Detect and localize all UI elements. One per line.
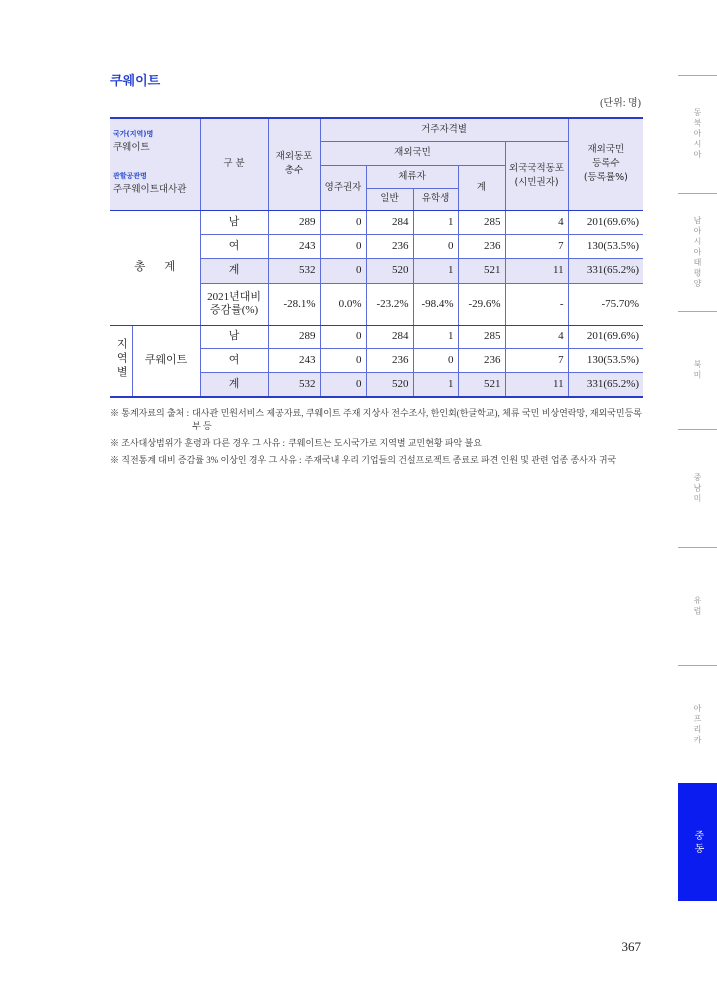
header-category: 구 분 [200,118,268,210]
header-foreign-citizens-line: 외국국적동포 [509,162,565,174]
cell-registered: 201(69.6%) [568,325,643,348]
total-group-cell [110,210,200,325]
cell-permanent-resident: 0 [320,210,366,234]
cell-permanent-resident: 0 [320,258,366,283]
row-label: 여 [200,234,268,258]
tab-label: 북미 [693,360,702,381]
header-permanent-resident: 영주권자 [320,165,366,210]
header-student: 유학생 [413,188,458,210]
cell-sojourner-student: 1 [413,372,458,397]
cell-foreign-citizens: - [505,283,568,325]
footnote-text: 주재국내 우리 기업들의 건설프로젝트 종료로 파견 인원 및 관련 업종 종사자 귀국 [304,454,617,465]
cell-nationals-subtotal: 521 [458,372,505,397]
tab-label: 중동 [692,829,703,856]
table-row-region-male [110,325,643,348]
cell-nationals-subtotal: 285 [458,210,505,234]
header-registered-line: 등록수 [592,158,620,170]
cell-nationals-subtotal: 236 [458,234,505,258]
page-title: 쿠웨이트 [110,74,161,89]
cell-sojourner-student: 0 [413,234,458,258]
cell-sojourner-general: 284 [366,325,413,348]
footnote-prefix: ※ 통계자료의 출처 : [110,408,190,418]
cell-foreign-citizens: 7 [505,234,568,258]
cell-overseas-total: -28.1% [268,283,320,325]
cell-nationals-subtotal: 521 [458,258,505,283]
cell-foreign-citizens: 4 [505,325,568,348]
cell-sojourner-student: 1 [413,258,458,283]
tab-south-asia-pacific [678,193,717,311]
region-group-label: 지역별 [115,337,128,380]
cell-overseas-total: 243 [268,348,320,372]
tab-label: 남아시아태평양 [693,215,702,290]
footnote-text: 대사관 민원서비스 제공자료, 쿠웨이트 주재 지상사 전수조사, 한인회(한글학교), 체류 국민 비상연락망, 재외국민등록부 등 [192,408,642,431]
tab-label: 동북아시아 [693,108,702,161]
tab-middle-east [678,783,717,901]
region-name: 쿠웨이트 [132,325,200,397]
header-overseas-total-line: 총수 [284,165,304,177]
footnote [110,437,642,450]
header-registered-line: 재외국민 [587,144,625,156]
header-overseas-total-line: 재외동포 [275,151,313,163]
cell-permanent-resident: 0 [320,348,366,372]
cell-overseas-total: 532 [268,372,320,397]
tab-latin-america [678,429,717,547]
page-number: 367 [621,939,641,954]
footnote [110,454,642,467]
tab-northeast-asia [678,75,717,193]
cell-sojourner-general: 284 [366,210,413,234]
cell-sojourner-general: -23.2% [366,283,413,325]
tab-europe [678,547,717,665]
row-label: 여 [200,348,268,372]
cell-registered: 331(65.2%) [568,372,643,397]
cell-registered: 331(65.2%) [568,258,643,283]
overseas-koreans-table [110,117,643,398]
footnote [110,407,642,432]
cell-permanent-resident: 0 [320,372,366,397]
mission-label: 관할공관명 [113,172,147,180]
cell-registered: 201(69.6%) [568,210,643,234]
cell-sojourner-student: 0 [413,348,458,372]
cell-sojourner-general: 236 [366,234,413,258]
tab-north-america [678,311,717,429]
tab-label: 유럽 [693,596,702,617]
header-registered-line: (등록률%) [583,172,628,184]
header-foreign-citizens [505,141,568,210]
header-nationals: 재외국민 [320,141,505,165]
cell-overseas-total: 289 [268,210,320,234]
cell-sojourner-general: 520 [366,372,413,397]
header-foreign-citizens-line: (시민권자) [514,176,559,188]
cell-nationals-subtotal: 285 [458,325,505,348]
header-overseas-total [268,118,320,210]
header-row [110,118,643,141]
cell-nationals-subtotal: -29.6% [458,283,505,325]
region-side-tabs [678,75,717,901]
header-sojourner: 체류자 [366,165,458,188]
region-group-cell [110,325,132,397]
cell-foreign-citizens: 11 [505,372,568,397]
cell-sojourner-general: 236 [366,348,413,372]
mission-name: 주쿠웨이트대사관 [113,184,187,195]
row-label: 남 [200,210,268,234]
cell-nationals-subtotal: 236 [458,348,505,372]
row-label: 남 [200,325,268,348]
cell-registered: 130(53.5%) [568,234,643,258]
header-registered [568,118,643,210]
row-label [200,283,268,325]
total-group-label: 총 계 [134,261,176,273]
row-label-line: 2021년대비 [207,291,261,303]
row-label-line: 증감률(%) [209,304,259,316]
cell-foreign-citizens: 4 [505,210,568,234]
cell-sojourner-student: 1 [413,325,458,348]
tab-label: 아프리카 [693,703,702,746]
tab-africa [678,665,717,783]
row-label: 계 [200,258,268,283]
cell-registered: 130(53.5%) [568,348,643,372]
cell-overseas-total: 532 [268,258,320,283]
cell-sojourner-student: 1 [413,210,458,234]
country-name: 쿠웨이트 [113,142,150,153]
header-general: 일반 [366,188,413,210]
unit-label: (단위: 명) [600,98,641,109]
header-nationals-subtotal: 계 [458,165,505,210]
header-residence-status: 거주자격별 [320,118,568,141]
footnote-prefix: ※ 조사대상범위가 훈령과 다른 경우 그 사유 : [110,437,286,448]
row-label: 계 [200,372,268,397]
cell-sojourner-general: 520 [366,258,413,283]
cell-permanent-resident: 0 [320,325,366,348]
table-row-total-male [110,210,643,234]
cell-overseas-total: 289 [268,325,320,348]
footnote-prefix: ※ 직전통계 대비 증감률 3% 이상인 경우 그 사유 : [110,454,302,465]
footnotes [110,407,642,471]
cell-registered: -75.70% [568,283,643,325]
cell-foreign-citizens: 7 [505,348,568,372]
cell-permanent-resident: 0.0% [320,283,366,325]
footnote-text: 쿠웨이트는 도시국가로 지역별 교민현황 파악 불요 [288,437,482,448]
cell-permanent-resident: 0 [320,234,366,258]
country-corner-cell [110,118,200,210]
cell-sojourner-student: -98.4% [413,283,458,325]
cell-foreign-citizens: 11 [505,258,568,283]
country-label: 국가(지역)명 [113,130,154,138]
cell-overseas-total: 243 [268,234,320,258]
tab-label: 중남미 [693,472,702,505]
